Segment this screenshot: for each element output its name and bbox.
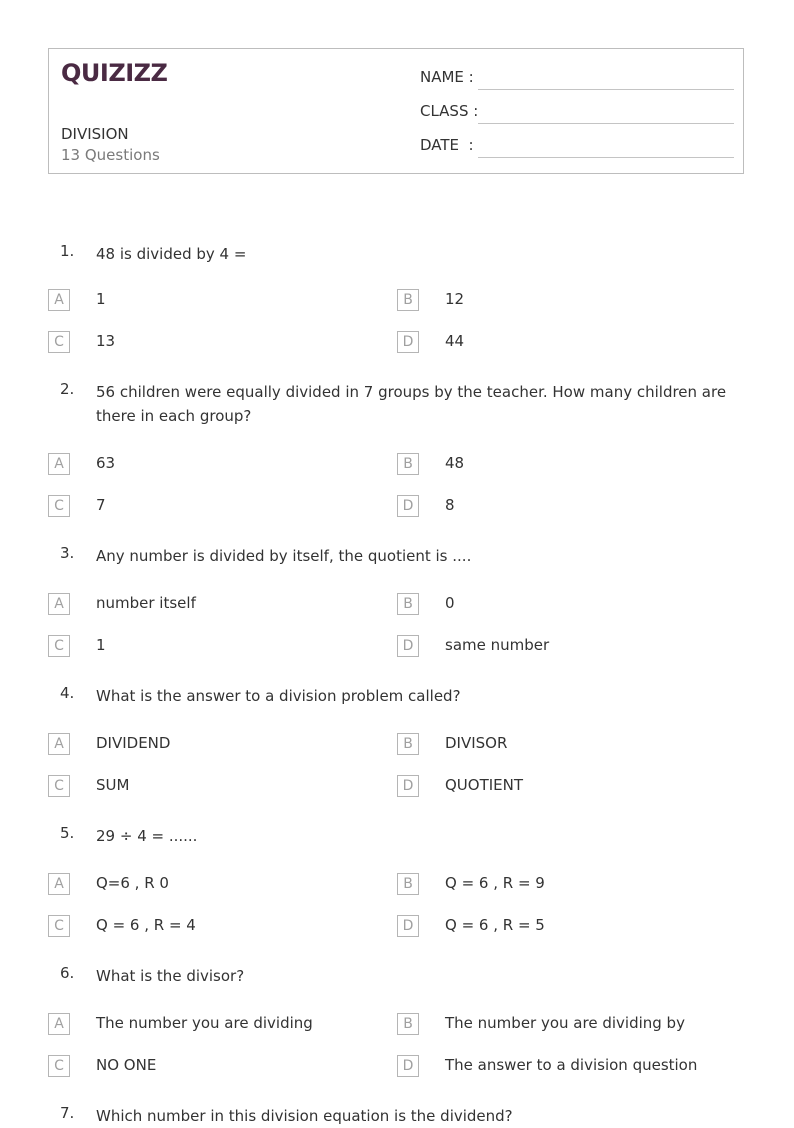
option-letter-box: A <box>48 873 70 895</box>
option-letter-box: B <box>397 453 419 475</box>
option-text: 0 <box>445 594 455 612</box>
option-text: 12 <box>445 290 465 308</box>
question-text: Which number in this division equation is the dividend? <box>96 1107 513 1125</box>
question-text: 29 ÷ 4 = ...... <box>96 827 198 845</box>
option-text: DIVIDEND <box>96 734 171 752</box>
option-text: SUM <box>96 776 130 794</box>
class-field[interactable] <box>420 102 734 124</box>
option-text: 13 <box>96 332 116 350</box>
question-number: 2. <box>60 380 75 398</box>
option-text: 1 <box>96 290 106 308</box>
question-text: What is the divisor? <box>96 967 245 985</box>
option-text: Q = 6 , R = 4 <box>96 916 196 934</box>
worksheet-header <box>48 48 744 174</box>
question-text: 56 children were equally divided in 7 groups by the teacher. How many children are there in each group? <box>96 383 727 425</box>
option-letter-box: D <box>397 331 419 353</box>
option-letter-box: C <box>48 775 70 797</box>
question-number: 5. <box>60 824 75 842</box>
question-number: 4. <box>60 684 75 702</box>
option-letter-box: C <box>48 331 70 353</box>
option-letter-box: B <box>397 593 419 615</box>
option-text: QUOTIENT <box>445 776 524 794</box>
option-letter-box: B <box>397 733 419 755</box>
quizizz-logo: QUIZIZZ <box>61 59 168 87</box>
option-letter-box: B <box>397 1013 419 1035</box>
class-label: CLASS : <box>420 102 479 120</box>
option-text: 44 <box>445 332 465 350</box>
question-text: What is the answer to a division problem called? <box>96 687 461 705</box>
question-count: 13 Questions <box>61 146 160 164</box>
name-field[interactable] <box>420 68 734 90</box>
question-number: 3. <box>60 544 75 562</box>
option-letter-box: C <box>48 1055 70 1077</box>
option-letter-box: A <box>48 733 70 755</box>
option-text: 7 <box>96 496 106 514</box>
option-letter-box: D <box>397 1055 419 1077</box>
name-line[interactable] <box>478 89 734 90</box>
option-letter-box: A <box>48 453 70 475</box>
question-text: 48 is divided by 4 = <box>96 245 247 263</box>
option-text: DIVISOR <box>445 734 508 752</box>
name-label: NAME : <box>420 68 474 86</box>
option-letter-box: B <box>397 289 419 311</box>
class-line[interactable] <box>478 123 734 124</box>
option-letter-box: D <box>397 775 419 797</box>
date-line[interactable] <box>478 157 734 158</box>
option-letter-box: C <box>48 915 70 937</box>
option-letter-box: A <box>48 593 70 615</box>
question-number: 6. <box>60 964 75 982</box>
option-text: Q = 6 , R = 9 <box>445 874 545 892</box>
option-text: number itself <box>96 594 196 612</box>
option-text: The answer to a division question <box>445 1056 698 1074</box>
option-text: The number you are dividing by <box>445 1014 685 1032</box>
option-letter-box: D <box>397 635 419 657</box>
option-letter-box: B <box>397 873 419 895</box>
option-text: Q=6 , R 0 <box>96 874 169 892</box>
option-text: NO ONE <box>96 1056 157 1074</box>
option-text: 63 <box>96 454 116 472</box>
option-text: The number you are dividing <box>96 1014 313 1032</box>
option-letter-box: A <box>48 289 70 311</box>
option-letter-box: D <box>397 495 419 517</box>
worksheet-title: DIVISION <box>61 125 129 143</box>
option-text: 48 <box>445 454 465 472</box>
question-text: Any number is divided by itself, the quotient is .... <box>96 547 472 565</box>
date-field[interactable] <box>420 136 734 158</box>
option-letter-box: D <box>397 915 419 937</box>
option-letter-box: C <box>48 635 70 657</box>
option-text: Q = 6 , R = 5 <box>445 916 545 934</box>
option-text: same number <box>445 636 550 654</box>
option-letter-box: C <box>48 495 70 517</box>
option-text: 8 <box>445 496 455 514</box>
option-text: 1 <box>96 636 106 654</box>
option-letter-box: A <box>48 1013 70 1035</box>
question-number: 7. <box>60 1104 75 1122</box>
question-number: 1. <box>60 242 75 260</box>
date-label: DATE : <box>420 136 474 154</box>
